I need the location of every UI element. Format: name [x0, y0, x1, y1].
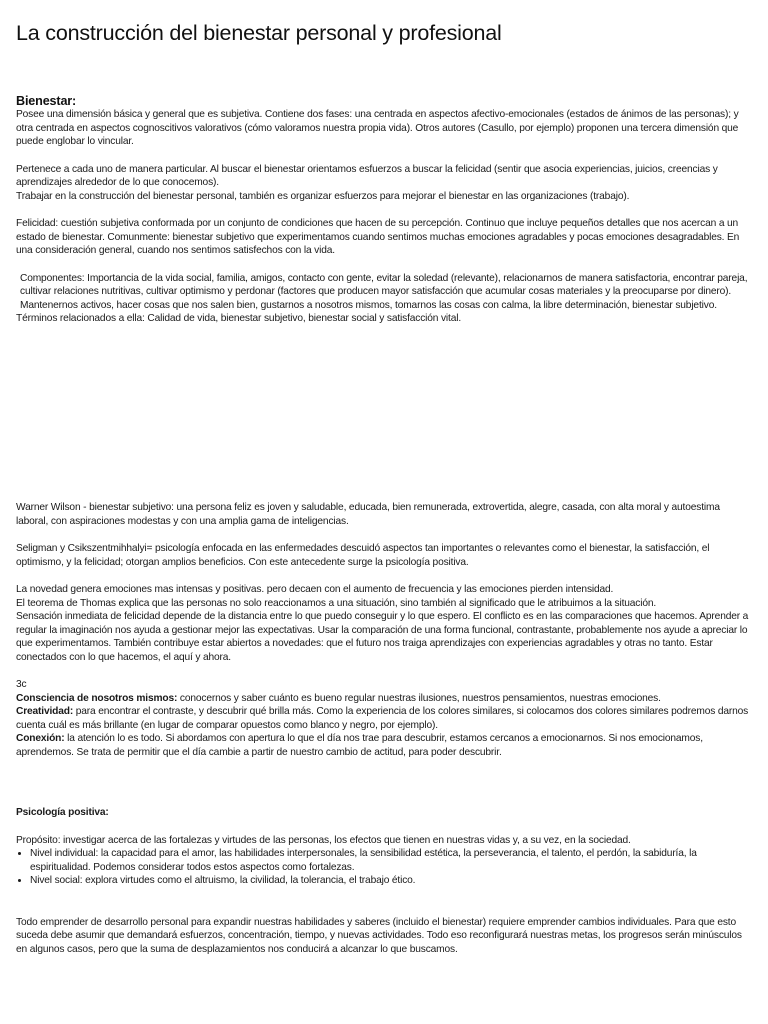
page-title: La construcción del bienestar personal y profesional [16, 21, 502, 45]
section-label: 3c [16, 679, 27, 690]
section-autores [16, 501, 754, 759]
definition: para encontrar el contraste, y descubrir qué brilla más. Como la experiencia de los colores similares, si colocamos dos colores similares podremos darnos cuenta cuál es más brillante (en lugar de comparar opuestos como blanco y negro, por ejemplo). [16, 706, 749, 731]
paragraph: La novedad genera emociones mas intensas y positivas. pero decaen con el aumento de frecuencia y las emociones pierden intensidad. [16, 584, 614, 595]
bullet-list [16, 847, 754, 888]
list-item [16, 732, 754, 759]
paragraph: Posee una dimensión básica y general que es subjetiva. Contiene dos fases: una centrada en aspectos afectivo-emocionales (estados de ánimos de las personas); y otra centrada en aspectos cognoscitivos valorativos (cómo valoramos nuestra propia vida). Otros autores (Casullo, por ejemplo) proponen una tercera dimensión que puede englobar lo vincular. [16, 109, 739, 147]
paragraph: Felicidad: cuestión subjetiva conformada por un conjunto de condiciones que hacen de su percepción. Continuo que incluye pequeños detalles que nos acercan a un estado de bienestar. Comunmente: bienestar subjetivo que experimentamos cuando sentimos muchas emociones agradables y pocas emociones desagradables. En una consideración general, cuando nos sentimos satisfechos con la vida. [16, 218, 740, 256]
definition: la atención lo es todo. Si abordamos con apertura lo que el día nos trae para descubrir, estamos cercanos a emocionarnos. Si nos emocionamos, aprendemos. Se trata de permitir que el día cambie a partir de nuestro cambio de actitud, para poder descubrir. [16, 733, 703, 758]
paragraph: Sensación inmediata de felicidad depende de la distancia entre lo que puedo conseguir y lo que espero. El conflicto es en las comparaciones que hacemos. Aprender a regular la imaginación nos ayuda a gestionar mejor las expectativas. Usar la comparación de una forma funcional, contrastante, probablemente nos ayude a apreciar lo que experimentamos. También contribuye estar abiertos a novedades: que el futuro nos traiga aprendizajes con experiencias agradables y otras no tanto. Estar conectados con lo que hacemos, el aquí y ahora. [16, 611, 749, 663]
section-heading: Bienestar: [16, 94, 77, 108]
paragraph: Términos relacionados a ella: Calidad de vida, bienestar subjetivo, bienestar social y satisfacción vital. [16, 313, 462, 324]
term: Consciencia de nosotros mismos: [16, 692, 178, 704]
paragraph: El teorema de Thomas explica que las personas no solo reaccionamos a una situación, sino también al significado que le atribuimos a la situación. [16, 597, 657, 609]
term: Conexión: [16, 733, 65, 744]
section-bienestar [16, 94, 754, 326]
term: Creatividad: [16, 706, 74, 717]
paragraph: Todo emprender de desarrollo personal para expandir nuestras habilidades y saberes (incluido el bienestar) requiere emprender cambios individuales. Para que esto suceda debe asumir que demandará esfuerzos, concentración, tiempo, y nuevas actividades. Todo eso reconfigurará nuestras metas, los progresos serán minúsculos en algunos casos, pero que la suma de desplazamientos nos conducirá a alcanzar lo que buscamos. [16, 916, 742, 955]
section-psicologia-positiva [16, 806, 754, 956]
definition: conocernos y saber cuánto es bueno regular nuestras ilusiones, nuestros pensamientos, nuestras emociones. [177, 692, 661, 704]
list-item [16, 692, 754, 706]
bullet-item: • Nivel social: explora virtudes como el altruismo, la civilidad, la tolerancia, el trabajo ético. [30, 874, 754, 888]
list-item [16, 705, 754, 732]
paragraph: Componentes: Importancia de la vida social, familia, amigos, contacto con gente, evitar la soledad (relevante), relacionarnos de manera satisfactoria, encontrar pareja, cultivar relaciones nutritivas, cultivar optimismo y perdonar (factores que producen mayor satisfacción que acumular cosas materiales y la preocuparse por dinero). Mantenernos activos, hacer cosas que nos salen bien, gustarnos a nosotros mismos, tomarnos las cosas con calma, la libre determinación, bienestar subjetivo. [20, 272, 748, 311]
paragraph: Pertenece a cada uno de manera particular. Al buscar el bienestar orientamos esfuerzos a buscar la felicidad (sentir que asocia experiencias, juicios, creencias y aprendizajes alrededor de lo que conocemos). [16, 163, 718, 188]
bullet-item: • Nivel individual: la capacidad para el amor, las habilidades interpersonales, la sensibilidad estética, la perseverancia, el talento, el perdón, la sabiduría, la espiritualidad. Podemos considerar todos estos aspectos como fortalezas. [30, 847, 754, 874]
paragraph: Warner Wilson - bienestar subjetivo: una persona feliz es joven y saludable, educada, bien remunerada, extrovertida, alegre, casada, con alta moral y autoestima laboral, con aspiraciones modestas y con una amplia gama de inteligencias. [16, 502, 720, 527]
section-heading: Psicología positiva: [16, 807, 109, 818]
paragraph: Propósito: investigar acerca de las fortalezas y virtudes de las personas, los efectos que tienen en nuestras vidas y, a su vez, en la sociedad. [16, 834, 631, 846]
paragraph: Trabajar en la construcción del bienestar personal, también es organizar esfuerzos para mejorar el bienestar en las organizaciones (trabajo). [16, 190, 630, 202]
paragraph: Seligman y Csikszentmihhalyi= psicología enfocada en las enfermedades descuidó aspectos tan importantes o relevantes como el bienestar, la satisfacción, el optimismo, y la felicidad; otorgan amplios beneficios. Con este antecedente surge la psicología positiva. [16, 543, 710, 568]
